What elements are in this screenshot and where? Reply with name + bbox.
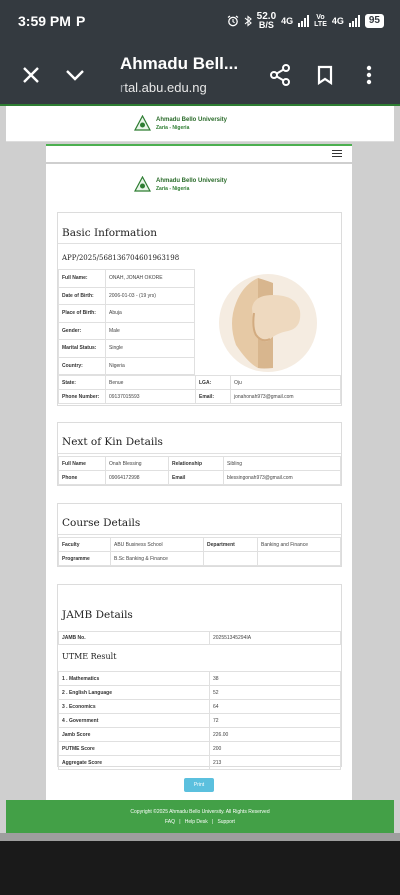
university-crest-icon — [134, 115, 151, 132]
personal-detail-row — [59, 305, 195, 323]
personal-detail-value: ONAH, JONAH OKORE — [106, 270, 195, 288]
close-tab-button[interactable] — [16, 60, 46, 90]
site-footer — [6, 800, 394, 834]
utme-subject-row — [59, 686, 341, 700]
personal-detail-value: Nigeria — [106, 357, 195, 375]
university-crest-icon — [134, 176, 151, 193]
nok-fullname-value: Onah Blessing — [106, 457, 169, 471]
aggregate-score-value: 213 — [210, 756, 341, 770]
email-value: jonahonah973@gmail.com — [231, 390, 341, 404]
utme-subject-row — [59, 672, 341, 686]
personal-detail-row — [59, 357, 195, 375]
personal-detail-row — [59, 322, 195, 340]
utme-subject-row — [59, 700, 341, 714]
page-title: Ahmadu Bell... — [120, 54, 239, 73]
state-value: Benue — [106, 376, 196, 390]
faculty-label: Faculty — [59, 538, 111, 552]
personal-detail-label: Marital Status: — [59, 340, 106, 358]
avatar — [218, 273, 318, 378]
next-of-kin-panel — [57, 422, 342, 486]
jamb-details-panel — [57, 584, 342, 767]
course-details-title: Course Details — [62, 517, 141, 529]
utme-subject-label: 1 . Mathematics — [59, 672, 210, 686]
programme-value: B.Sc Banking & Finance — [111, 552, 204, 566]
basic-information-title: Basic Information — [62, 227, 157, 239]
footer-link-support[interactable]: Support — [217, 819, 235, 825]
personal-detail-label: Country: — [59, 357, 106, 375]
university-location: Zaria - Nigeria — [156, 124, 190, 131]
jamb-details-title: JAMB Details — [62, 609, 133, 621]
alarm-icon — [227, 15, 239, 27]
bookmark-button[interactable] — [310, 60, 340, 90]
chevron-down-icon — [65, 69, 85, 81]
utme-results-table — [58, 671, 341, 770]
share-button[interactable] — [265, 60, 295, 90]
next-of-kin-title: Next of Kin Details — [62, 436, 163, 448]
department-value: Banking and Finance — [258, 538, 341, 552]
slip-university-name: Ahmadu Bello University — [156, 177, 228, 184]
lga-value: Oju — [231, 376, 341, 390]
more-options-button[interactable] — [354, 60, 384, 90]
more-vertical-icon — [366, 65, 372, 85]
status-time: 3:59 PM — [18, 13, 71, 29]
next-of-kin-table — [58, 456, 341, 485]
personal-detail-row — [59, 340, 195, 358]
jamb-no-value: 202551345294IA — [210, 632, 341, 645]
system-navigation-bar — [0, 833, 400, 895]
utme-subject-label: 2 . English Language — [59, 686, 210, 700]
url-text[interactable]: rtal.abu.edu.ng — [120, 80, 207, 95]
nok-relationship-label: Relationship — [169, 457, 224, 471]
signal-icon-2 — [349, 15, 360, 27]
personal-detail-value: Single — [106, 340, 195, 358]
application-number: APP/2025/568136704601963198 — [62, 254, 180, 262]
browser-toolbar — [0, 44, 400, 106]
phone-value: 09137015593 — [106, 390, 196, 404]
utme-subject-row — [59, 714, 341, 728]
network-speed: 52.0 B/S — [256, 11, 277, 30]
print-button[interactable]: Print — [184, 778, 214, 792]
state-label: State: — [59, 376, 106, 390]
close-icon — [22, 66, 40, 84]
menu-button[interactable] — [332, 150, 342, 159]
nok-phone-value: 09064172998 — [106, 471, 169, 485]
utme-subject-score: 38 — [210, 672, 341, 686]
putme-score-label: PUTME Score — [59, 742, 210, 756]
nok-phone-label: Phone — [59, 471, 106, 485]
utme-subject-label: 3 . Economics — [59, 700, 210, 714]
footer-copyright: Copyright ©2025 Ahmadu Bello University. All Rights Reserved — [130, 809, 270, 815]
site-logo[interactable] — [134, 115, 227, 132]
university-name: Ahmadu Bello University — [156, 116, 228, 123]
battery-icon: 95 — [365, 14, 384, 28]
contact-details-table — [58, 375, 341, 404]
footer-link-help-desk[interactable]: Help Desk — [184, 819, 208, 825]
nok-email-value: blessingonah973@gmail.com — [224, 471, 341, 485]
slip-logo — [134, 176, 227, 193]
personal-details-rows — [59, 270, 195, 375]
utme-subject-score: 72 — [210, 714, 341, 728]
status-bar — [0, 0, 400, 44]
nok-email-label: Email — [169, 471, 224, 485]
navbar — [46, 144, 352, 162]
web-page — [0, 106, 400, 895]
network-type-1: 4G — [281, 16, 294, 26]
personal-detail-label: Gender: — [59, 322, 106, 340]
personal-details-table — [58, 269, 195, 375]
site-header — [6, 106, 394, 142]
status-icons — [227, 12, 384, 30]
bluetooth-icon — [244, 15, 252, 27]
expand-button[interactable] — [60, 60, 90, 90]
course-details-panel — [57, 503, 342, 567]
utme-subject-score: 52 — [210, 686, 341, 700]
bookmark-icon — [317, 65, 333, 85]
signal-icon — [298, 15, 309, 27]
jamb-number-table — [58, 631, 341, 645]
personal-detail-label: Full Name: — [59, 270, 106, 288]
share-icon — [269, 64, 291, 86]
admission-slip — [46, 164, 352, 800]
personal-detail-value: Abuja — [106, 305, 195, 323]
jamb-score-value: 226.00 — [210, 728, 341, 742]
lga-label: LGA: — [196, 376, 231, 390]
nok-relationship-value: Sibling — [224, 457, 341, 471]
basic-information-panel — [57, 212, 342, 406]
footer-link-faq[interactable]: FAQ — [165, 819, 176, 825]
personal-detail-value: 2006-01-03 - (19 yrs) — [106, 287, 195, 305]
volte-indicator: Vo LTE — [314, 14, 327, 28]
personal-detail-label: Place of Birth: — [59, 305, 106, 323]
faculty-value: ABU Business School — [111, 538, 204, 552]
personal-detail-row — [59, 270, 195, 288]
email-label: Email: — [196, 390, 231, 404]
footer-links: FAQ | Help Desk | Support — [165, 819, 235, 825]
page-bottom-strip — [0, 833, 400, 841]
nok-fullname-label: Full Name — [59, 457, 106, 471]
jamb-no-label: JAMB No. — [59, 632, 210, 645]
utme-subject-score: 64 — [210, 700, 341, 714]
network-type-2: 4G — [331, 16, 344, 26]
putme-score-value: 200 — [210, 742, 341, 756]
personal-detail-row — [59, 287, 195, 305]
notification-icon: P — [76, 13, 86, 29]
slip-university-location: Zaria - Nigeria — [156, 185, 190, 192]
programme-label: Programme — [59, 552, 111, 566]
department-label: Department — [204, 538, 258, 552]
personal-detail-value: Male — [106, 322, 195, 340]
jamb-score-label: Jamb Score — [59, 728, 210, 742]
utme-subject-label: 4 . Government — [59, 714, 210, 728]
utme-result-title: UTME Result — [62, 652, 117, 661]
course-details-table — [58, 537, 341, 566]
aggregate-score-label: Aggregate Score — [59, 756, 210, 770]
phone-label: Phone Number: — [59, 390, 106, 404]
personal-detail-label: Date of Birth: — [59, 287, 106, 305]
